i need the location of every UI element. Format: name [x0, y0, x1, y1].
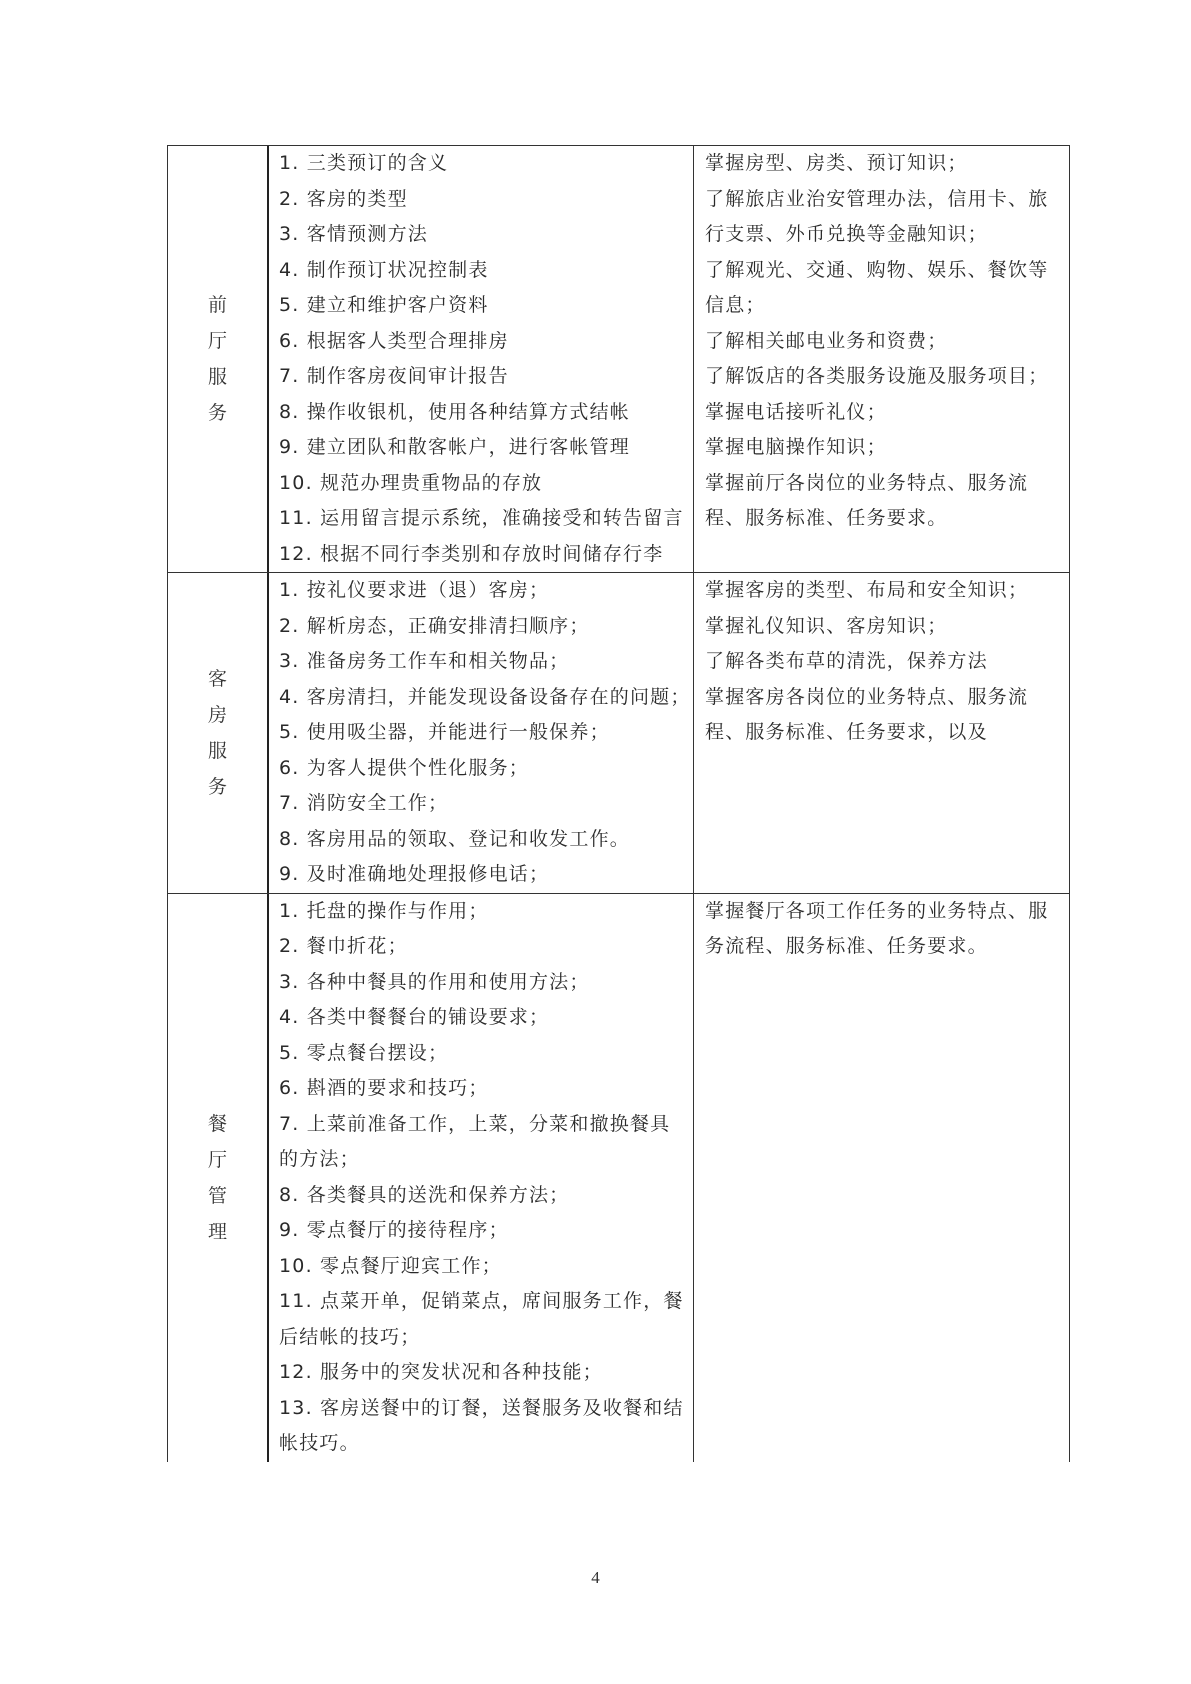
knowledge-line: 了解饭店的各类服务设施及服务项目；	[705, 365, 1049, 387]
category-char: 服	[207, 739, 227, 762]
skill-item: 3. 准备房务工作车和相关物品；	[279, 650, 570, 672]
knowledge-line: 了解相关邮电业务和资费；	[705, 329, 948, 352]
skill-item: 帐技巧。	[279, 1432, 360, 1454]
category-char: 管	[207, 1184, 227, 1207]
skill-item: 8. 操作收银机，使用各种结算方式结帐	[279, 400, 630, 423]
knowledge-line: 了解各类布草的清洗，保养方法	[705, 650, 988, 672]
skill-item: 8. 客房用品的领取、登记和收发工作。	[279, 827, 630, 850]
knowledge-line: 掌握前厅各岗位的业务特点、服务流	[705, 471, 1029, 494]
knowledge-cell	[694, 894, 1070, 1462]
category-cell	[167, 573, 269, 893]
knowledge-line: 掌握餐厅各项工作任务的业务特点、服	[705, 899, 1049, 922]
knowledge-cell	[694, 146, 1070, 572]
skill-item: 2. 餐巾折花；	[279, 935, 408, 957]
knowledge-line: 程、服务标准、任务要求，以及	[705, 721, 988, 743]
page-number: 4	[591, 1568, 600, 1587]
skill-item: 7. 上菜前准备工作，上菜，分菜和撤换餐具	[279, 1112, 671, 1135]
category-char: 前	[207, 294, 227, 316]
knowledge-line: 信息；	[705, 294, 766, 316]
skill-item: 7. 制作客房夜间审计报告	[279, 365, 509, 387]
skill-item: 3. 客情预测方法	[279, 223, 428, 245]
skill-item: 11. 运用留言提示系统，准确接受和转告留言	[279, 507, 684, 529]
skill-item: 6. 为客人提供个性化服务；	[279, 756, 529, 779]
skill-item: 5. 使用吸尘器，并能进行一般保养；	[279, 721, 610, 743]
skill-item: 2. 解析房态，正确安排清扫顺序；	[279, 614, 590, 637]
skill-item: 6. 斟酒的要求和技巧；	[279, 1077, 489, 1099]
table-row-housekeeping	[167, 573, 1070, 894]
knowledge-line: 掌握礼仪知识、客房知识；	[705, 614, 948, 637]
knowledge-line: 行支票、外币兑换等金融知识；	[705, 223, 988, 245]
knowledge-line: 了解观光、交通、购物、娱乐、餐饮等	[705, 258, 1049, 281]
skill-item: 12. 根据不同行李类别和存放时间储存行李	[279, 542, 664, 565]
skill-item: 1. 按礼仪要求进（退）客房；	[279, 579, 550, 601]
skill-item: 7. 消防安全工作；	[279, 792, 449, 814]
category-char: 理	[207, 1220, 227, 1243]
skill-item: 10. 规范办理贵重物品的存放	[279, 471, 543, 494]
knowledge-line: 掌握电脑操作知识；	[705, 436, 887, 458]
table-row-restaurant	[167, 894, 1070, 1462]
knowledge-line: 掌握电话接听礼仪；	[705, 400, 887, 423]
skill-item: 4. 客房清扫，并能发现设备设备存在的问题；	[279, 685, 691, 708]
skill-item: 的方法；	[279, 1148, 360, 1170]
skill-item: 后结帐的技巧；	[279, 1325, 421, 1348]
knowledge-line: 掌握房型、房类、预订知识；	[705, 152, 968, 174]
skill-item: 13. 客房送餐中的订餐，送餐服务及收餐和结	[279, 1396, 684, 1419]
skill-item: 10. 零点餐厅迎宾工作；	[279, 1254, 502, 1277]
skill-item: 4. 制作预订状况控制表	[279, 258, 489, 281]
skill-item: 2. 客房的类型	[279, 187, 408, 210]
skills-cell	[269, 573, 694, 893]
category-cell	[167, 146, 269, 572]
category-char: 客	[207, 667, 227, 690]
skill-item: 4. 各类中餐餐台的铺设要求；	[279, 1006, 550, 1028]
category-char: 房	[207, 703, 227, 726]
category-char: 厅	[207, 330, 227, 352]
category-char: 餐	[207, 1112, 227, 1135]
skill-item: 9. 零点餐厅的接待程序；	[279, 1219, 509, 1241]
knowledge-line: 掌握客房各岗位的业务特点、服务流	[705, 685, 1029, 708]
knowledge-line: 了解旅店业治安管理办法，信用卡、旅	[705, 187, 1049, 210]
category-char: 务	[207, 775, 227, 798]
content-table	[167, 145, 1070, 1462]
skill-item: 6. 根据客人类型合理排房	[279, 329, 509, 352]
skill-item: 1. 托盘的操作与作用；	[279, 899, 489, 922]
skill-item: 9. 建立团队和散客帐户，进行客帐管理	[279, 436, 630, 458]
category-char: 服	[207, 366, 227, 388]
knowledge-line: 掌握客房的类型、布局和安全知识；	[705, 579, 1029, 601]
skills-cell	[269, 146, 694, 572]
knowledge-line: 务流程、服务标准、任务要求。	[705, 935, 988, 957]
skill-item: 12. 服务中的突发状况和各种技能；	[279, 1361, 603, 1383]
category-char: 厅	[207, 1148, 227, 1171]
skill-item: 1. 三类预订的含义	[279, 152, 449, 174]
skill-item: 8. 各类餐具的送洗和保养方法；	[279, 1183, 570, 1206]
table-row-front-office	[167, 146, 1070, 573]
skill-item: 9. 及时准确地处理报修电话；	[279, 863, 550, 885]
category-char: 务	[207, 402, 227, 424]
skills-cell	[269, 894, 694, 1462]
skill-item: 11. 点菜开单，促销菜点，席间服务工作，餐	[279, 1290, 684, 1312]
knowledge-cell	[694, 573, 1070, 893]
category-cell	[167, 894, 269, 1462]
knowledge-line: 程、服务标准、任务要求。	[705, 507, 948, 529]
skill-item: 5. 零点餐台摆设；	[279, 1041, 449, 1064]
skill-item: 5. 建立和维护客户资料	[279, 294, 489, 316]
skill-item: 3. 各种中餐具的作用和使用方法；	[279, 970, 590, 993]
